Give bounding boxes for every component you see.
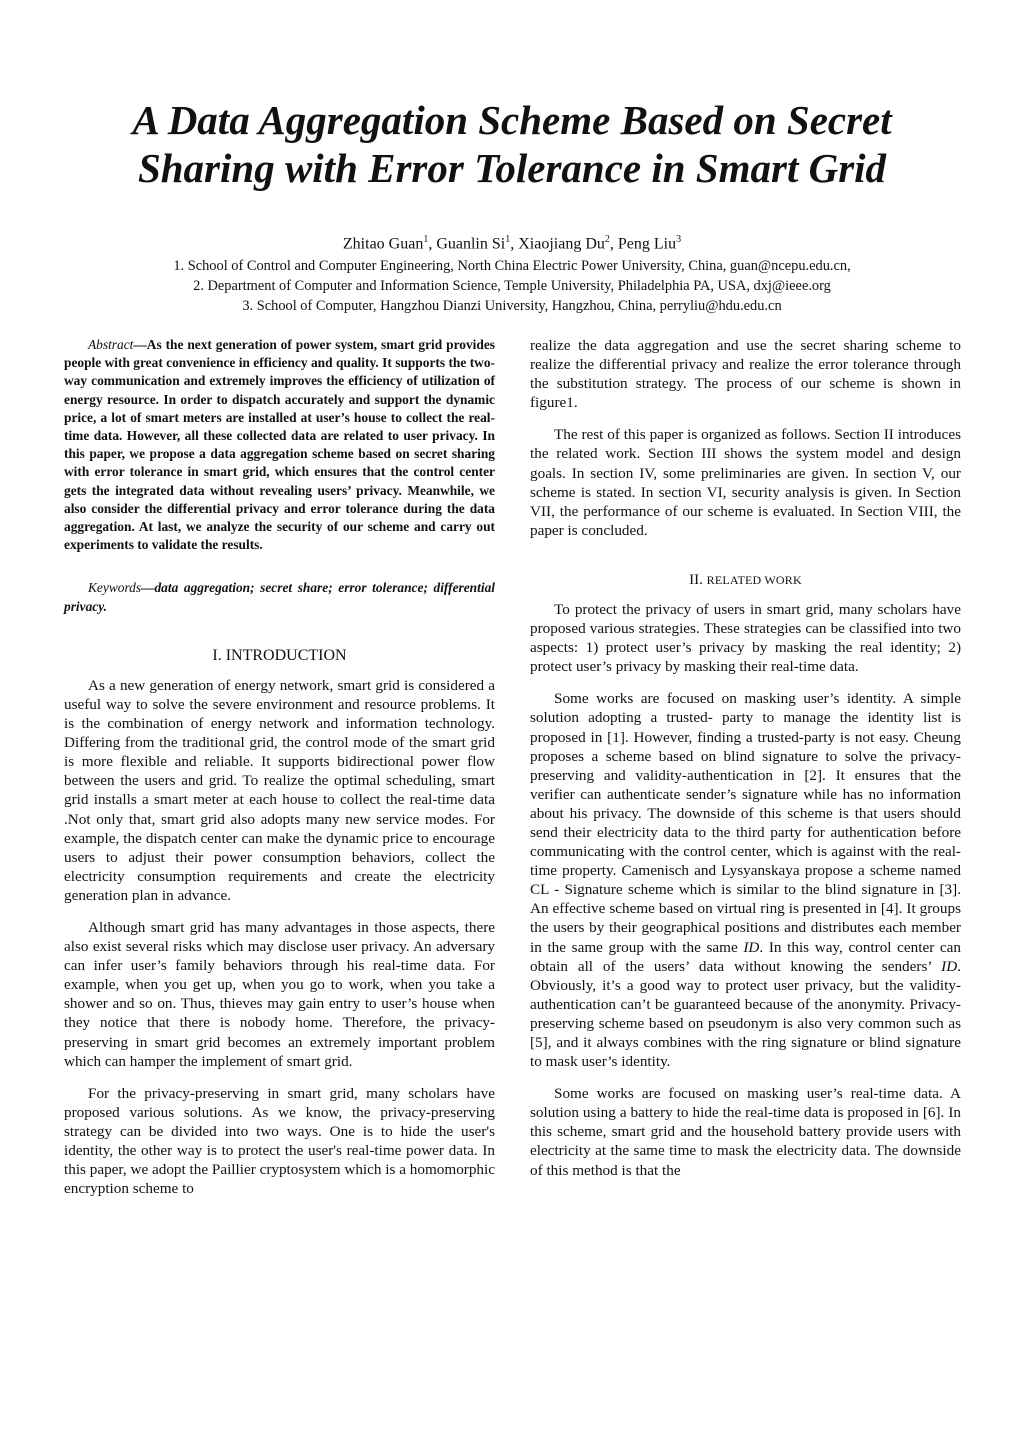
author-list: Zhitao Guan$^1$, Guanlin Si$^1$, Xiaojiang Du$^2$, Peng Liu$^3$ (342, 234, 682, 253)
keywords-dash: — (141, 580, 155, 596)
related-paragraph-2-part: . Obviously, it’s a good way to protect user privacy, but the validity-authentication can’t be guaranteed because of the anonymity. Privacy-preserving scheme based on pseudonym is also very common such as [5], and it always combines with the ring signature or blind signature to mask user’s identity. (530, 957, 961, 1071)
intro-paragraph-2: Although smart grid has many advantages in those aspects, there also exist several risks which may disclose user privacy. An adversary can infer user’s family behaviors through his real-time data. For example, when you get up, when you go to work, when you take a shower and so on. Thus, thieves may gain entry to user’s house when they notice that there is nobody home. Therefore, the privacy-preserving in smart grid becomes an extremely important problem which can hamper the implement of smart grid. (64, 918, 495, 1070)
keywords (64, 579, 495, 615)
author-affiliation-mark: 1 (505, 234, 511, 245)
author-affiliation-mark: 1 (423, 234, 429, 245)
abstract (64, 336, 495, 554)
related-paragraph-2-part: Some works are focused on masking user’s identity. A simple solution adopting a trusted- party to manage the identity list is proposed in [1]. However, finding a trusted-party is not easy. Cheung proposes a scheme based on blind signature to solve the privacy-preserving and validity-authentication in [2]. It ensures that the verifier can authenticate sender’s signature while has no information about his privacy. The downside of this scheme is that users should send their electricity data to the third party for authentication before communicating with the control center, which is against with the real-time property. Camenisch and Lysyanskaya propose a scheme named CL - Signature scheme which is similar to the blind signature in [3]. An effective scheme based on virtual ring is presented in [4]. It groups the users by their geographical positions and distributes each member in the same group with the same (530, 690, 961, 956)
section-heading-related-work (530, 570, 961, 590)
related-paragraph-1: To protect the privacy of users in smart grid, many scholars have proposed various strategies. These strategies can be classified into two aspects: 1) protect user’s privacy by masking the real identity; 2) protect user’s privacy by masking their real-time data. (530, 600, 961, 676)
section-heading-introduction: I. INTRODUCTION (212, 646, 347, 664)
paper-title: A Data Aggregation Scheme Based on Secret Sharing with Error Tolerance in Smart Grid (132, 97, 892, 191)
abstract-label: Abstract (88, 337, 134, 352)
keywords-label: Keywords (88, 580, 142, 596)
intro-paragraph-4: The rest of this paper is organized as follows. Section II introduces the related work. Section III shows the system model and design goals. In section IV, some preliminaries are given. In section V, our scheme is stated. In section VI, security analysis is given. In Section VII, the performance of our scheme is evaluated. In Section VIII, the paper is concluded. (530, 426, 961, 539)
related-paragraph-3: Some works are focused on masking user’s real-time data. A solution using a battery to hide the real-time data is proposed in [6]. In this scheme, smart grid and the household battery provide users with electricity at the same time to mask the electricity data. The downside of this method is that the (530, 1085, 961, 1179)
affiliation-line: 3. School of Computer, Hangzhou Dianzi University, Hangzhou, China, perryliu@hdu.edu.cn (242, 298, 782, 314)
section-title: RELATED WORK (706, 572, 802, 587)
author-name: Guanlin Si (436, 235, 506, 253)
author-affiliation-mark: 2 (604, 234, 610, 245)
abstract-text: As the next generation of power system, smart grid provides people with great convenience in efficiency and quality. It supports the two-way communication and extremely improves the efficiency of utilization of energy resource. In order to dispatch accurately and support the dynamic price, a lot of smart meters are installed at user’s house to collect the real-time data. However, all these collected data are related to user privacy. In this paper, we propose a data aggregation scheme based on secret sharing with error tolerance in smart grid, which ensures that the control center gets the integrated data without revealing users’ privacy. Meanwhile, we also consider the differential privacy and error tolerance during the data aggregation. At last, we analyze the security of our scheme and carry out experiments to validate the results. (64, 337, 495, 553)
author-name: Zhitao Guan (342, 235, 424, 253)
affiliation-list (60, 256, 964, 316)
related-paragraph-2-part: . In this way, control center can obtain all of the users’ data without knowing the senders’ (530, 938, 961, 975)
author-name: Peng Liu (617, 235, 677, 253)
related-paragraph-2 (530, 689, 961, 1071)
author-name: Xiaojiang Du (518, 235, 605, 253)
intro-paragraph-3-continued: realize the data aggregation and use the secret sharing scheme to realize the differential privacy and realize the error tolerance through the substitution strategy. The process of our scheme is shown in figure1. (530, 337, 961, 412)
id-term: ID (743, 938, 760, 956)
right-column (530, 336, 961, 1180)
id-term: ID (941, 957, 958, 975)
author-affiliation-mark: 3 (676, 234, 682, 245)
intro-paragraph-3: For the privacy-preserving in smart grid, many scholars have proposed various solutions. As we know, the privacy-preserving strategy can be divided into two ways. One is to hide the user's identity, the other way is to protect the user's real-time power data. In this paper, we adopt the Paillier cryptosystem which is a homomorphic encryption scheme to (64, 1084, 495, 1198)
affiliation-line: 1. School of Control and Computer Engineering, North China Electric Power University, China, guan@ncepu.edu.cn, (173, 258, 851, 274)
intro-paragraph-1: As a new generation of energy network, smart grid is considered a useful way to solve the severe environment and resource problems. It is the combination of energy network and information technology. Differing from the traditional grid, the control mode of the smart grid is more flexible and reliable. It supports bidirectional power flow between the users and grid. To realize the optimal scheduling, smart grid installs a smart meter at each house to collect the real-time data .Not only that, smart grid also adopts many new service modes. For example, the dispatch center can make the dynamic price to encourage users to adjust their power consumption behaviors, collect the electricity consumption requirements and create the electricity generation plan in advance. (64, 676, 495, 904)
abstract-dash: — (133, 337, 147, 352)
left-column (64, 336, 495, 1198)
keywords-text: data aggregation; secret share; error tolerance; differential privacy. (64, 580, 495, 614)
affiliation-line: 2. Department of Computer and Information Science, Temple University, Philadelphia PA, USA, dxj@ieee.org (193, 278, 831, 294)
section-number: II. (689, 571, 707, 588)
